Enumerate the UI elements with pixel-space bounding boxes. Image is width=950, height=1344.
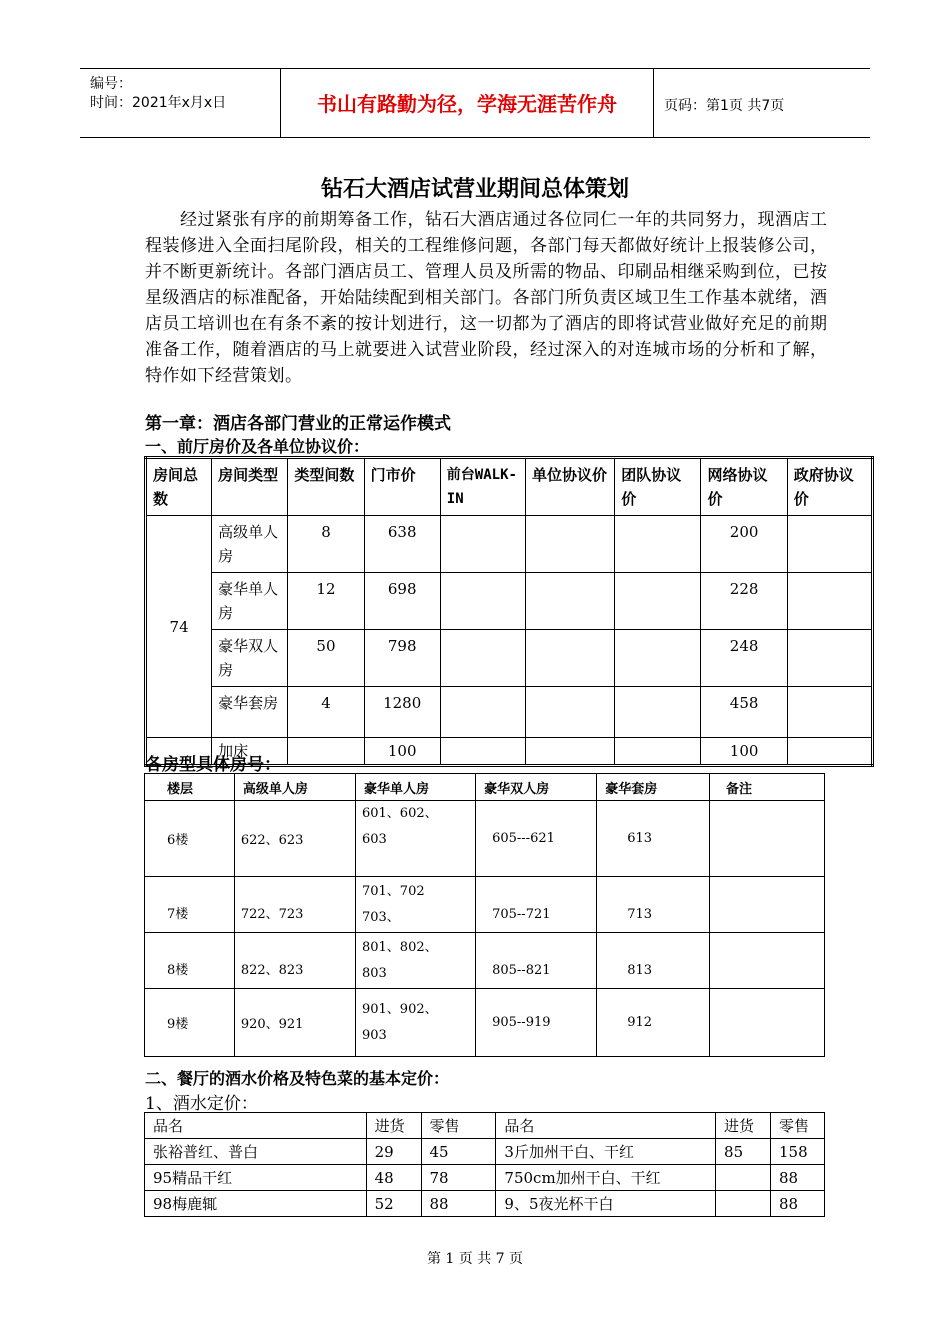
table-cell: 29 [366, 1139, 421, 1165]
room-count-cell: 50 [288, 630, 364, 687]
rack-rate-cell: 698 [364, 573, 440, 630]
table-row [145, 877, 825, 933]
header-cell: 品名 [496, 1113, 716, 1139]
note-cell [710, 877, 825, 933]
table-cell: 78 [421, 1165, 496, 1191]
table-row [145, 801, 825, 877]
header-cell: 零售 [421, 1113, 496, 1139]
deluxe-double-rooms-cell: 705--721 [476, 877, 597, 933]
header-meta-cell [80, 69, 281, 137]
header-slogan: 书山有路勤为径，学海无涯苦作舟 [281, 69, 654, 137]
rack-rate-cell: 100 [364, 738, 440, 766]
header-cell: 网络协议价 [701, 458, 787, 516]
table-row [145, 1191, 825, 1217]
floor-cell: 7楼 [145, 877, 235, 933]
note-cell [710, 933, 825, 989]
floor-cell: 9楼 [145, 989, 235, 1057]
deluxe-single-rooms-cell [355, 989, 475, 1057]
room-type-cell: 加床 [212, 738, 288, 766]
rack-rate-cell: 798 [364, 630, 440, 687]
section-heading-room-rates: 一、前厅房价及各单位协议价： [145, 437, 370, 456]
deluxe-single-rooms-cell [355, 801, 475, 877]
header-cell: 单位协议价 [526, 458, 615, 516]
table-row [145, 1139, 825, 1165]
document-number-label: 编号： [90, 76, 132, 92]
empty-cell [787, 630, 872, 687]
note-cell [710, 801, 825, 877]
empty-cell [526, 687, 615, 738]
net-rate-cell: 228 [701, 573, 787, 630]
table-cell: 88 [421, 1191, 496, 1217]
table-cell: 158 [770, 1139, 824, 1165]
header-cell: 前台WALK-IN [440, 458, 525, 516]
empty-cell [440, 573, 525, 630]
room-type-cell: 豪华套房 [212, 687, 288, 738]
deluxe-double-rooms-cell: 605---621 [476, 801, 597, 877]
page-footer: 第 1 页 共 7 页 [426, 1251, 524, 1267]
total-rooms-cell: 74 [146, 516, 212, 738]
table-cell: 750cm加州干白、干红 [496, 1165, 716, 1191]
table-row [145, 933, 825, 989]
room-number-table [144, 773, 825, 1057]
table-row [146, 630, 873, 687]
room-list-line: 803 [361, 965, 387, 981]
empty-cell [615, 687, 701, 738]
header-cell: 品名 [145, 1113, 367, 1139]
table-cell: 张裕普红、普白 [145, 1139, 367, 1165]
wine-price-table [144, 1112, 825, 1217]
empty-cell [787, 573, 872, 630]
table-cell: 45 [421, 1139, 496, 1165]
header-cell: 进货 [716, 1113, 771, 1139]
room-list-line: 703、 [361, 909, 400, 925]
deluxe-double-rooms-cell: 905--919 [476, 989, 597, 1057]
room-type-cell: 豪华单人房 [212, 573, 288, 630]
header-cell: 高级单人房 [234, 774, 355, 801]
floor-cell: 6楼 [145, 801, 235, 877]
table-cell: 85 [716, 1139, 771, 1165]
chapter-heading: 第一章：酒店各部门营业的正常运作模式 [145, 414, 451, 434]
header-cell: 豪华单人房 [355, 774, 475, 801]
empty-cell [787, 516, 872, 573]
table-header-row [145, 774, 825, 801]
rack-rate-cell: 638 [364, 516, 440, 573]
suite-rooms-cell: 713 [597, 877, 710, 933]
intro-paragraph: 经过紧张有序的前期筹备工作，钻石大酒店通过各位同仁一年的共同努力，现酒店工程装修进入全面扫尾阶段，相关的工程维修问题，各部门每天都做好统计上报装修公司，并不断更新统计。各部门酒店员工、管理人员及所需的物品、印刷品相继采购到位，已按星级酒店的标准配备，开始陆续配到相关部门。各部门所负责区域卫生工作基本就绪，酒店员工培训也在有条不紊的按计划进行，这一切都为了酒店的即将试营业做好充足的前期准备工作，随着酒店的马上就要进入试营业阶段，经过深入的对连城市场的分析和了解，特作如下经营策划。 [145, 210, 828, 386]
section-heading-restaurant: 二、餐厅的酒水价格及特色菜的基本定价： [145, 1069, 450, 1088]
room-count-cell: 12 [288, 573, 364, 630]
page-header [80, 68, 870, 138]
deluxe-single-rooms-cell [355, 877, 475, 933]
net-rate-cell: 458 [701, 687, 787, 738]
table-row [145, 1165, 825, 1191]
header-cell: 门市价 [364, 458, 440, 516]
header-cell: 进货 [366, 1113, 421, 1139]
table-cell: 88 [770, 1165, 824, 1191]
header-cell: 豪华套房 [597, 774, 710, 801]
superior-rooms-cell: 822、823 [234, 933, 355, 989]
rack-rate-cell: 1280 [364, 687, 440, 738]
suite-rooms-cell: 912 [597, 989, 710, 1057]
header-cell: 房间类型 [212, 458, 288, 516]
empty-cell [440, 738, 525, 766]
table-cell: 52 [366, 1191, 421, 1217]
empty-cell [440, 630, 525, 687]
empty-cell [787, 687, 872, 738]
table-row [146, 573, 873, 630]
section-heading-room-numbers: 各房型具体房号： [145, 755, 281, 775]
table-row [146, 687, 873, 738]
room-count-cell: 8 [288, 516, 364, 573]
table-cell [716, 1165, 771, 1191]
table-row [145, 989, 825, 1057]
room-list-line: 701、702 [361, 883, 425, 899]
header-cell: 豪华双人房 [476, 774, 597, 801]
table-header-row [145, 1113, 825, 1139]
table-cell [716, 1191, 771, 1217]
table-cell: 9、5夜光杯干白 [496, 1191, 716, 1217]
room-type-cell: 高级单人房 [212, 516, 288, 573]
room-type-cell: 豪华双人房 [212, 630, 288, 687]
room-list-line: 903 [361, 1027, 387, 1043]
header-cell: 类型间数 [288, 458, 364, 516]
empty-cell [526, 516, 615, 573]
table-cell: 88 [770, 1191, 824, 1217]
empty-cell [787, 738, 872, 766]
empty-cell [615, 630, 701, 687]
net-rate-cell: 100 [701, 738, 787, 766]
empty-cell [440, 516, 525, 573]
room-list-line: 601、602、 [361, 806, 438, 821]
document-time-label: 时间：2021年x月x日 [90, 95, 227, 111]
suite-rooms-cell: 813 [597, 933, 710, 989]
header-cell: 团队协议价 [615, 458, 701, 516]
table-cell: 48 [366, 1165, 421, 1191]
empty-cell [615, 573, 701, 630]
header-cell: 楼层 [145, 774, 235, 801]
room-list-line: 801、802、 [361, 939, 438, 955]
table-cell: 3斤加州干白、干红 [496, 1139, 716, 1165]
room-count-cell [288, 738, 364, 766]
superior-rooms-cell: 722、723 [234, 877, 355, 933]
deluxe-double-rooms-cell: 805--821 [476, 933, 597, 989]
room-list-line: 603 [361, 832, 387, 847]
room-count-cell: 4 [288, 687, 364, 738]
table-cell: 98梅鹿辄 [145, 1191, 367, 1217]
empty-cell [526, 573, 615, 630]
suite-rooms-cell: 613 [597, 801, 710, 877]
empty-cell [615, 516, 701, 573]
note-cell [710, 989, 825, 1057]
header-cell: 零售 [770, 1113, 824, 1139]
table-row [146, 516, 873, 573]
empty-cell [526, 738, 615, 766]
empty-cell [615, 738, 701, 766]
subsection-heading-wine: 1、酒水定价： [145, 1094, 258, 1114]
empty-cell [526, 630, 615, 687]
table-cell: 95精品干红 [145, 1165, 367, 1191]
header-page-label: 页码：第1页 共7页 [664, 98, 785, 114]
room-list-line: 901、902、 [361, 1001, 438, 1017]
empty-cell [440, 687, 525, 738]
superior-rooms-cell: 622、623 [234, 801, 355, 877]
net-rate-cell: 248 [701, 630, 787, 687]
floor-cell: 8楼 [145, 933, 235, 989]
header-cell: 政府协议价 [787, 458, 872, 516]
deluxe-single-rooms-cell [355, 933, 475, 989]
header-cell: 备注 [710, 774, 825, 801]
table-header-row [146, 458, 873, 516]
header-cell: 房间总数 [146, 458, 212, 516]
superior-rooms-cell: 920、921 [234, 989, 355, 1057]
net-rate-cell: 200 [701, 516, 787, 573]
room-rate-table [144, 456, 874, 767]
document-title: 钻石大酒店试营业期间总体策划 [320, 177, 629, 202]
